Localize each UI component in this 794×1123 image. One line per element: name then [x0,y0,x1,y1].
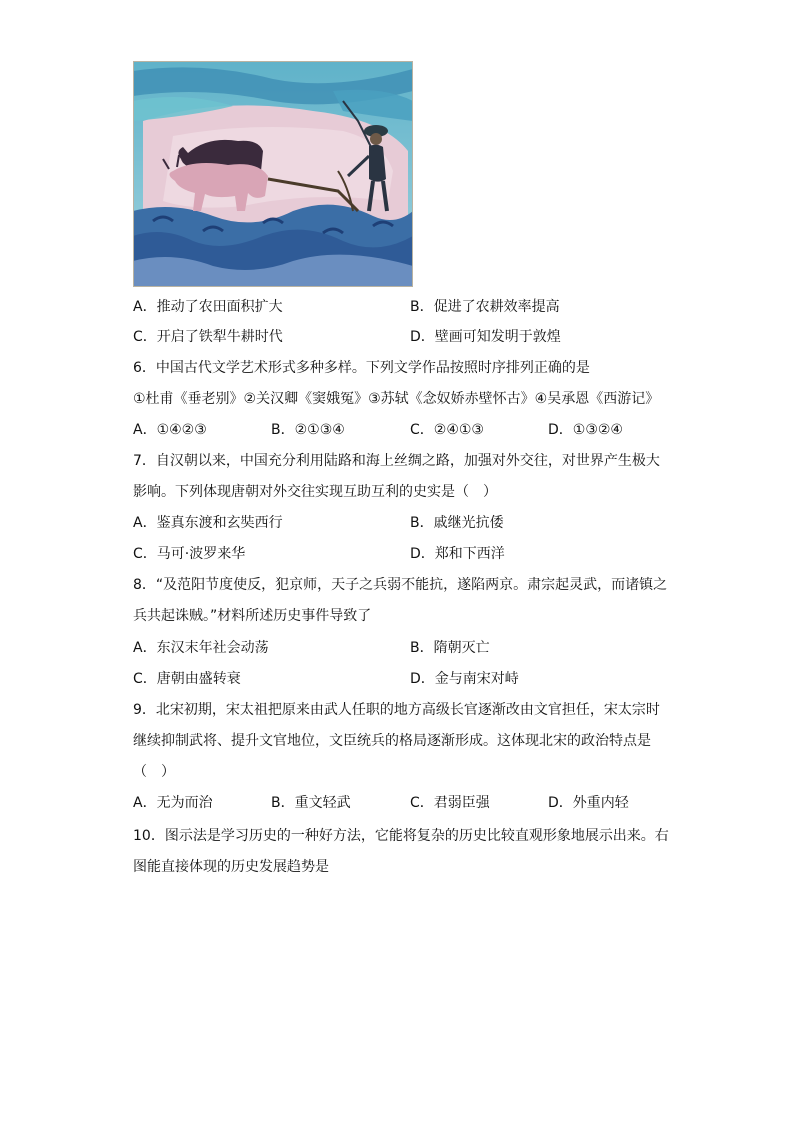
q10-stem-line2: 图能直接体现的历史发展趋势是 [133,859,329,875]
q5-option-d: D．壁画可知发明于敦煌 [410,329,561,345]
q7-option-c: C．马可·波罗来华 [133,546,246,562]
q8-option-d: D．金与南宋对峙 [410,671,519,687]
q9-option-c: C．君弱臣强 [410,795,490,811]
q9-option-b: B．重文轻武 [271,795,351,811]
q5-option-a: A．推动了农田面积扩大 [133,299,283,315]
q8-option-c: C．唐朝由盛转衰 [133,671,241,687]
q6-option-a: A．①④②③ [133,422,207,438]
q9-stem-line1: 9．北宋初期，宋太祖把原来由武人任职的地方高级长官逐渐改由文官担任，宋太宗时 [133,702,660,718]
q9-stem-line2: 继续抑制武将、提升文官地位，文臣统兵的格局逐渐形成。这体现北宋的政治特点是 [133,733,651,749]
q9-option-a: A．无为而治 [133,795,213,811]
q8-option-b: B．隋朝灭亡 [410,640,490,656]
q7-option-a: A．鉴真东渡和玄奘西行 [133,515,283,531]
q7-stem-line2: 影响。下列体现唐朝对外交往实现互助互利的史实是（ ） [133,484,497,500]
q5-option-b: B．促进了农耕效率提高 [410,299,560,315]
q8-stem-line2: 兵共起诛贼。”材料所述历史事件导致了 [133,608,372,624]
q5-option-c: C．开启了铁犁牛耕时代 [133,329,283,345]
q6-option-b: B．②①③④ [271,422,345,438]
q9-option-d: D．外重内轻 [548,795,629,811]
q7-option-b: B．戚继光抗倭 [410,515,504,531]
q6-option-c: C．②④①③ [410,422,484,438]
q6-works: ①杜甫《垂老别》②关汉卿《窦娥冤》③苏轼《念奴娇赤壁怀古》④吴承恩《西游记》 [133,391,660,407]
q9-stem-line3: （ ） [133,764,175,780]
q7-stem-line1: 7．自汉朝以来，中国充分利用陆路和海上丝绸之路，加强对外交往，对世界产生极大 [133,453,660,469]
q7-option-d: D．郑和下西洋 [410,546,505,562]
mural-ox-plowing-image [133,61,413,287]
q8-option-a: A．东汉末年社会动荡 [133,640,269,656]
q8-stem-line1: 8．“及范阳节度使反，犯京师，天子之兵弱不能抗，遂陷两京。肃宗起灵武，而诸镇之 [133,577,668,593]
q6-option-d: D．①③②④ [548,422,623,438]
q10-stem-line1: 10．图示法是学习历史的一种好方法，它能将复杂的历史比较直观形象地展示出来。右 [133,828,669,844]
q6-stem: 6．中国古代文学艺术形式多种多样。下列文学作品按照时序排列正确的是 [133,360,590,376]
